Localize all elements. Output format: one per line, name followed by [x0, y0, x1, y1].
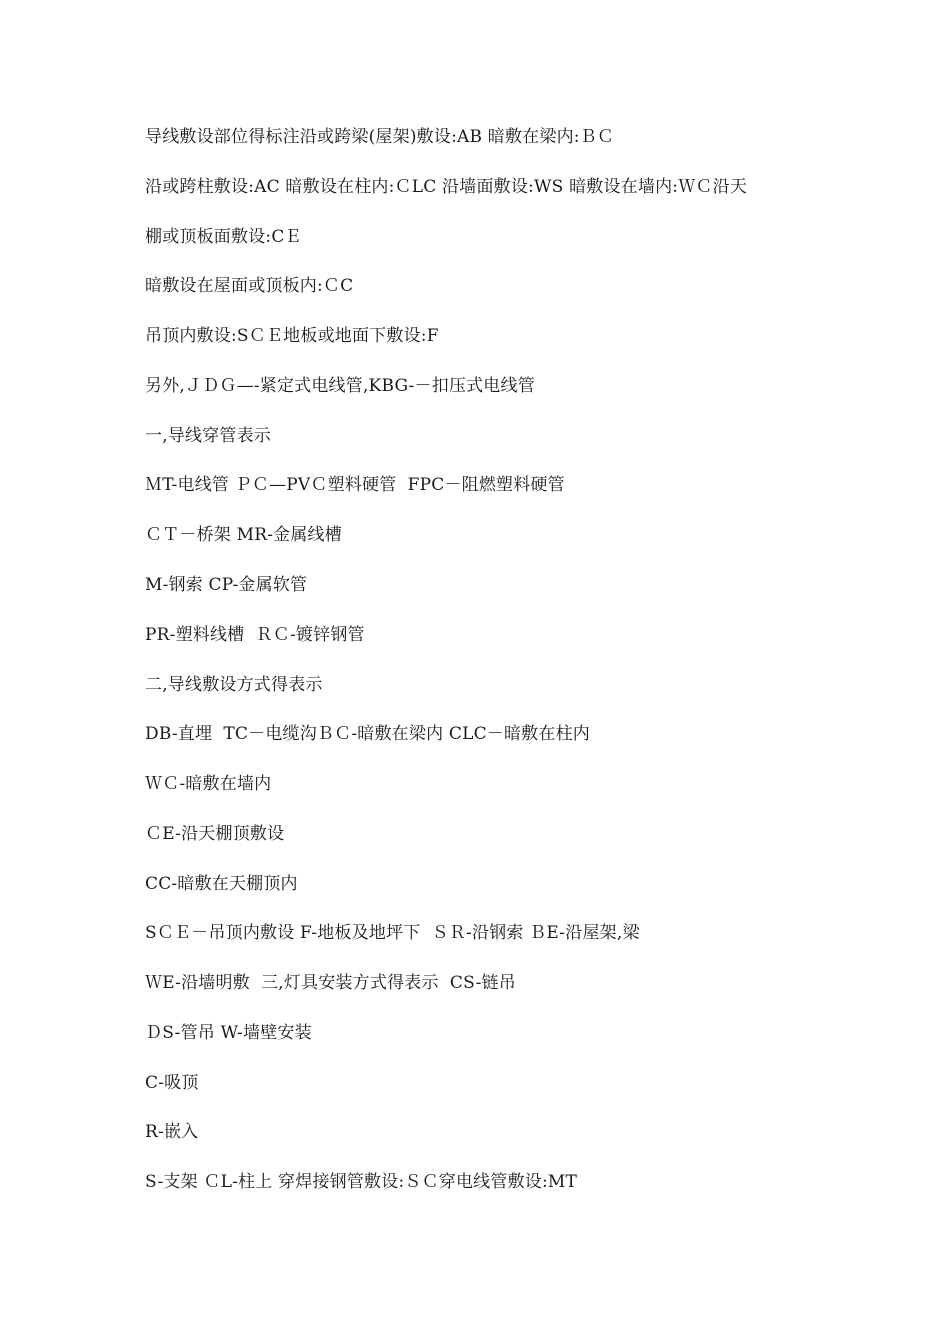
text-line: 沿或跨柱敷设:AC 暗敷设在柱内:ＣLC 沿墙面敷设:WS 暗敷设在墙内:ＷＣ沿天: [145, 177, 748, 197]
text-line: PR-塑料线槽 ＲＣ-镀锌钢管: [145, 625, 365, 645]
text-line: ＣＴ－桥架 MR-金属线槽: [145, 525, 342, 545]
text-line: SＣＥ－吊顶内敷设 F-地板及地坪下 ＳＲ-沿钢索 ＢE-沿屋架,梁: [145, 923, 640, 943]
text-line: ＭT-电线管 ＰＣ—PVＣ塑料硬管 FPC－阻燃塑料硬管: [145, 475, 565, 495]
text-line: S-支架 ＣL-柱上 穿焊接钢管敷设:ＳＣ穿电线管敷设:MT: [145, 1172, 578, 1192]
text-line: M-钢索 CP-金属软管: [145, 575, 308, 595]
text-line: DB-直埋 TC－电缆沟ＢＣ-暗敷在梁内 CLC－暗敷在柱内: [145, 724, 590, 744]
section-heading: 二,导线敷设方式得表示: [145, 675, 323, 695]
text-line: 暗敷设在屋面或顶板内:ＣC: [145, 276, 354, 296]
text-line: 吊顶内敷设:SＣＥ地板或地面下敷设:F: [145, 326, 439, 346]
text-line: R-嵌入: [145, 1122, 199, 1142]
text-line: 导线敷设部位得标注沿或跨梁(屋架)敷设:AB 暗敷在梁内:ＢＣ: [145, 127, 615, 147]
text-line: ＷＣ-暗敷在墙内: [145, 774, 272, 794]
text-line: 另外,ＪＤＧ—-紧定式电线管,KBG-－扣压式电线管: [145, 376, 535, 396]
text-line: C-吸顶: [145, 1073, 199, 1093]
text-line: CC-暗敷在天棚顶内: [145, 874, 298, 894]
text-line: 棚或顶板面敷设:CＥ: [145, 227, 302, 247]
text-line: ＷE-沿墙明敷 三,灯具安装方式得表示 CS-链吊: [145, 973, 516, 993]
text-line: ＣE-沿天棚顶敷设: [145, 824, 285, 844]
text-line: ＤS-管吊 W-墙壁安装: [145, 1023, 312, 1043]
section-heading: 一,导线穿管表示: [145, 426, 272, 446]
